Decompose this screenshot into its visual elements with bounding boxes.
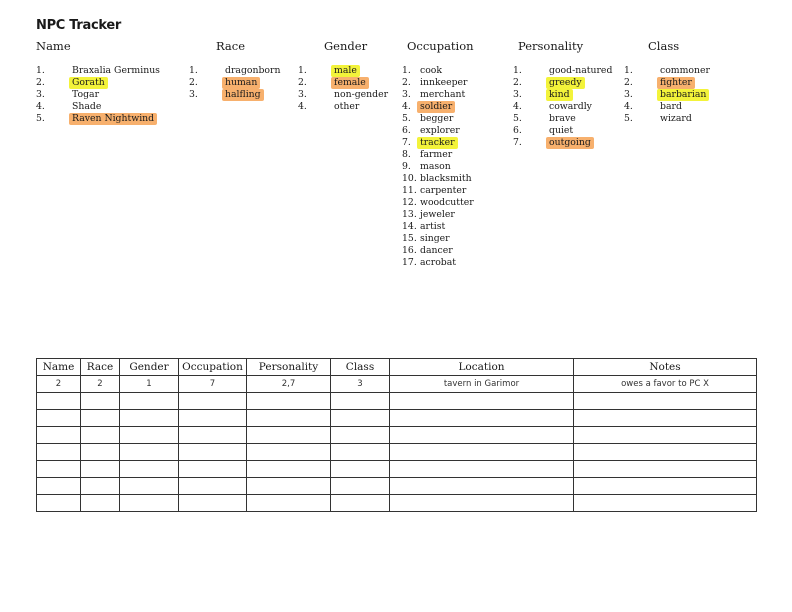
table-cell[interactable] — [390, 393, 574, 410]
table-cell[interactable]: 2 — [81, 376, 120, 393]
list-item-number: 1. — [402, 65, 411, 76]
list-item-label: Gorath — [69, 77, 108, 89]
table-cell[interactable] — [331, 427, 390, 444]
table-cell[interactable]: 2 — [37, 376, 81, 393]
table-row — [37, 393, 757, 410]
table-cell[interactable] — [390, 478, 574, 495]
list-item-number: 2. — [189, 77, 198, 88]
list-item-label: blacksmith — [420, 173, 472, 184]
list-item-number: 1. — [513, 65, 522, 76]
th-name: Name — [37, 359, 81, 376]
table-cell[interactable] — [331, 410, 390, 427]
npc-table — [36, 358, 757, 512]
table-cell[interactable] — [247, 444, 331, 461]
table-cell[interactable]: tavern in Garimor — [390, 376, 574, 393]
table-cell[interactable] — [81, 495, 120, 512]
list-item-label: Togar — [72, 89, 100, 100]
table-row — [37, 495, 757, 512]
table-cell[interactable] — [574, 393, 757, 410]
list-item-number: 2. — [624, 77, 633, 88]
list-item-number: 3. — [189, 89, 198, 100]
table-cell[interactable]: 1 — [120, 376, 179, 393]
table-cell[interactable] — [81, 393, 120, 410]
table-cell[interactable] — [574, 461, 757, 478]
list-item-number: 1. — [189, 65, 198, 76]
list-item-label: brave — [549, 113, 576, 124]
list-item-label: mason — [420, 161, 451, 172]
list-item-number: 2. — [513, 77, 522, 88]
table-cell[interactable] — [37, 495, 81, 512]
list-item-number: 6. — [402, 125, 411, 136]
table-cell[interactable] — [81, 444, 120, 461]
list-item-number: 2. — [36, 77, 45, 88]
list-item-label: dancer — [420, 245, 453, 256]
table-cell[interactable] — [247, 495, 331, 512]
table-row — [37, 478, 757, 495]
list-item-label: male — [331, 65, 360, 77]
table-cell[interactable] — [179, 461, 247, 478]
list-item-number: 4. — [513, 101, 522, 112]
list-item-number: 4. — [36, 101, 45, 112]
table-cell[interactable] — [179, 393, 247, 410]
table-cell[interactable] — [247, 410, 331, 427]
list-item-number: 2. — [298, 77, 307, 88]
table-cell[interactable] — [390, 461, 574, 478]
table-cell[interactable] — [37, 410, 81, 427]
table-cell[interactable] — [120, 410, 179, 427]
table-row — [37, 427, 757, 444]
list-item-number: 4. — [298, 101, 307, 112]
list-item-number: 5. — [624, 113, 633, 124]
table-cell[interactable] — [331, 393, 390, 410]
table-cell[interactable]: 2,7 — [247, 376, 331, 393]
list-item-number: 1. — [298, 65, 307, 76]
table-cell[interactable] — [81, 427, 120, 444]
list-item-number: 1. — [36, 65, 45, 76]
list-item-number: 3. — [298, 89, 307, 100]
list-item-number: 10. — [402, 173, 417, 184]
list-item-label: cook — [420, 65, 443, 76]
table-cell[interactable] — [37, 478, 81, 495]
table-cell[interactable] — [120, 427, 179, 444]
table-cell[interactable] — [120, 495, 179, 512]
list-item-label: begger — [420, 113, 454, 124]
table-cell[interactable] — [179, 478, 247, 495]
table-cell[interactable] — [120, 478, 179, 495]
column-header-personality: Personality — [518, 39, 584, 53]
th-notes: Notes — [574, 359, 757, 376]
list-item-number: 5. — [513, 113, 522, 124]
table-cell[interactable] — [120, 461, 179, 478]
table-cell[interactable] — [331, 461, 390, 478]
list-item-label: quiet — [549, 125, 574, 136]
list-item-number: 5. — [36, 113, 45, 124]
list-item-number: 17. — [402, 257, 417, 268]
list-item-label: non-gender — [334, 89, 389, 100]
page-title: NPC Tracker — [36, 18, 122, 33]
table-cell[interactable] — [247, 393, 331, 410]
th-class: Class — [331, 359, 390, 376]
list-item-label: wizard — [660, 113, 692, 124]
table-cell[interactable] — [81, 461, 120, 478]
table-cell[interactable] — [37, 393, 81, 410]
list-item-number: 9. — [402, 161, 411, 172]
table-row — [37, 376, 757, 393]
th-occupation: Occupation — [179, 359, 247, 376]
table-cell[interactable] — [120, 393, 179, 410]
table-header-row — [37, 359, 757, 376]
table-cell[interactable] — [81, 478, 120, 495]
table-cell[interactable] — [120, 444, 179, 461]
list-item-label: soldier — [417, 101, 455, 113]
list-item-label: artist — [420, 221, 446, 232]
list-item-label: greedy — [546, 77, 585, 89]
list-item-number: 3. — [36, 89, 45, 100]
table-row — [37, 444, 757, 461]
table-cell[interactable] — [37, 427, 81, 444]
th-personality: Personality — [247, 359, 331, 376]
list-item-label: Raven Nightwind — [69, 113, 157, 125]
list-item-number: 4. — [402, 101, 411, 112]
list-item-number: 3. — [624, 89, 633, 100]
table-cell[interactable] — [81, 410, 120, 427]
table-cell[interactable] — [390, 427, 574, 444]
column-header-occupation: Occupation — [407, 39, 474, 53]
table-cell[interactable]: 7 — [179, 376, 247, 393]
list-item-label: cowardly — [549, 101, 592, 112]
table-cell[interactable] — [574, 495, 757, 512]
table-cell[interactable] — [331, 478, 390, 495]
list-item-number: 2. — [402, 77, 411, 88]
table-row — [37, 410, 757, 427]
list-item-label: jeweler — [420, 209, 455, 220]
list-item-label: merchant — [420, 89, 466, 100]
list-item-label: bard — [660, 101, 682, 112]
list-item-number: 11. — [402, 185, 417, 196]
list-item-label: good-natured — [549, 65, 613, 76]
table-cell[interactable] — [574, 410, 757, 427]
list-item-label: female — [331, 77, 369, 89]
list-item-label: kind — [546, 89, 573, 101]
list-item-label: farmer — [420, 149, 453, 160]
list-item-label: dragonborn — [225, 65, 281, 76]
list-item-number: 13. — [402, 209, 417, 220]
list-item-number: 16. — [402, 245, 417, 256]
column-header-class: Class — [648, 39, 680, 53]
list-item-number: 3. — [513, 89, 522, 100]
table-cell[interactable] — [247, 478, 331, 495]
table-cell[interactable] — [574, 444, 757, 461]
list-item-label: explorer — [420, 125, 460, 136]
list-item-label: singer — [420, 233, 450, 244]
table-body — [37, 376, 757, 512]
list-item-label: tracker — [417, 137, 458, 149]
list-item-label: halfling — [222, 89, 264, 101]
list-item-label: Braxalia Germinus — [72, 65, 160, 76]
table-cell[interactable] — [37, 444, 81, 461]
column-header-race: Race — [216, 39, 246, 53]
list-item-number: 7. — [513, 137, 522, 148]
table-cell[interactable]: owes a favor to PC X — [574, 376, 757, 393]
list-item-number: 3. — [402, 89, 411, 100]
list-item-number: 4. — [624, 101, 633, 112]
table-cell[interactable] — [247, 427, 331, 444]
table-cell[interactable] — [331, 444, 390, 461]
table-cell[interactable] — [247, 461, 331, 478]
list-item-number: 1. — [624, 65, 633, 76]
list-item-label: human — [222, 77, 260, 89]
th-gender: Gender — [120, 359, 179, 376]
table-cell[interactable] — [574, 478, 757, 495]
table-cell[interactable] — [179, 444, 247, 461]
list-item-label: innkeeper — [420, 77, 468, 88]
column-header-name: Name — [36, 39, 71, 53]
table-cell[interactable] — [331, 495, 390, 512]
table-cell[interactable]: 3 — [331, 376, 390, 393]
list-item-label: carpenter — [420, 185, 467, 196]
list-item-number: 8. — [402, 149, 411, 160]
table-cell[interactable] — [37, 461, 81, 478]
list-item-number: 14. — [402, 221, 417, 232]
list-item-number: 12. — [402, 197, 417, 208]
column-header-gender: Gender — [324, 39, 368, 53]
table-cell[interactable] — [574, 427, 757, 444]
list-item-number: 5. — [402, 113, 411, 124]
th-race: Race — [81, 359, 120, 376]
table-cell[interactable] — [390, 444, 574, 461]
table-row — [37, 461, 757, 478]
list-item-label: barbarian — [657, 89, 709, 101]
list-item-label: commoner — [660, 65, 710, 76]
table-cell[interactable] — [390, 410, 574, 427]
list-item-number: 6. — [513, 125, 522, 136]
list-item-number: 7. — [402, 137, 411, 148]
list-item-label: woodcutter — [420, 197, 474, 208]
list-item-label: fighter — [657, 77, 695, 89]
table-cell[interactable] — [179, 427, 247, 444]
table-cell[interactable] — [390, 495, 574, 512]
table-cell[interactable] — [179, 410, 247, 427]
list-item-label: Shade — [72, 101, 102, 112]
list-item-label: acrobat — [420, 257, 457, 268]
list-item-number: 15. — [402, 233, 417, 244]
list-item-label: other — [334, 101, 360, 112]
th-location: Location — [390, 359, 574, 376]
list-item-label: outgoing — [546, 137, 594, 149]
table-cell[interactable] — [179, 495, 247, 512]
